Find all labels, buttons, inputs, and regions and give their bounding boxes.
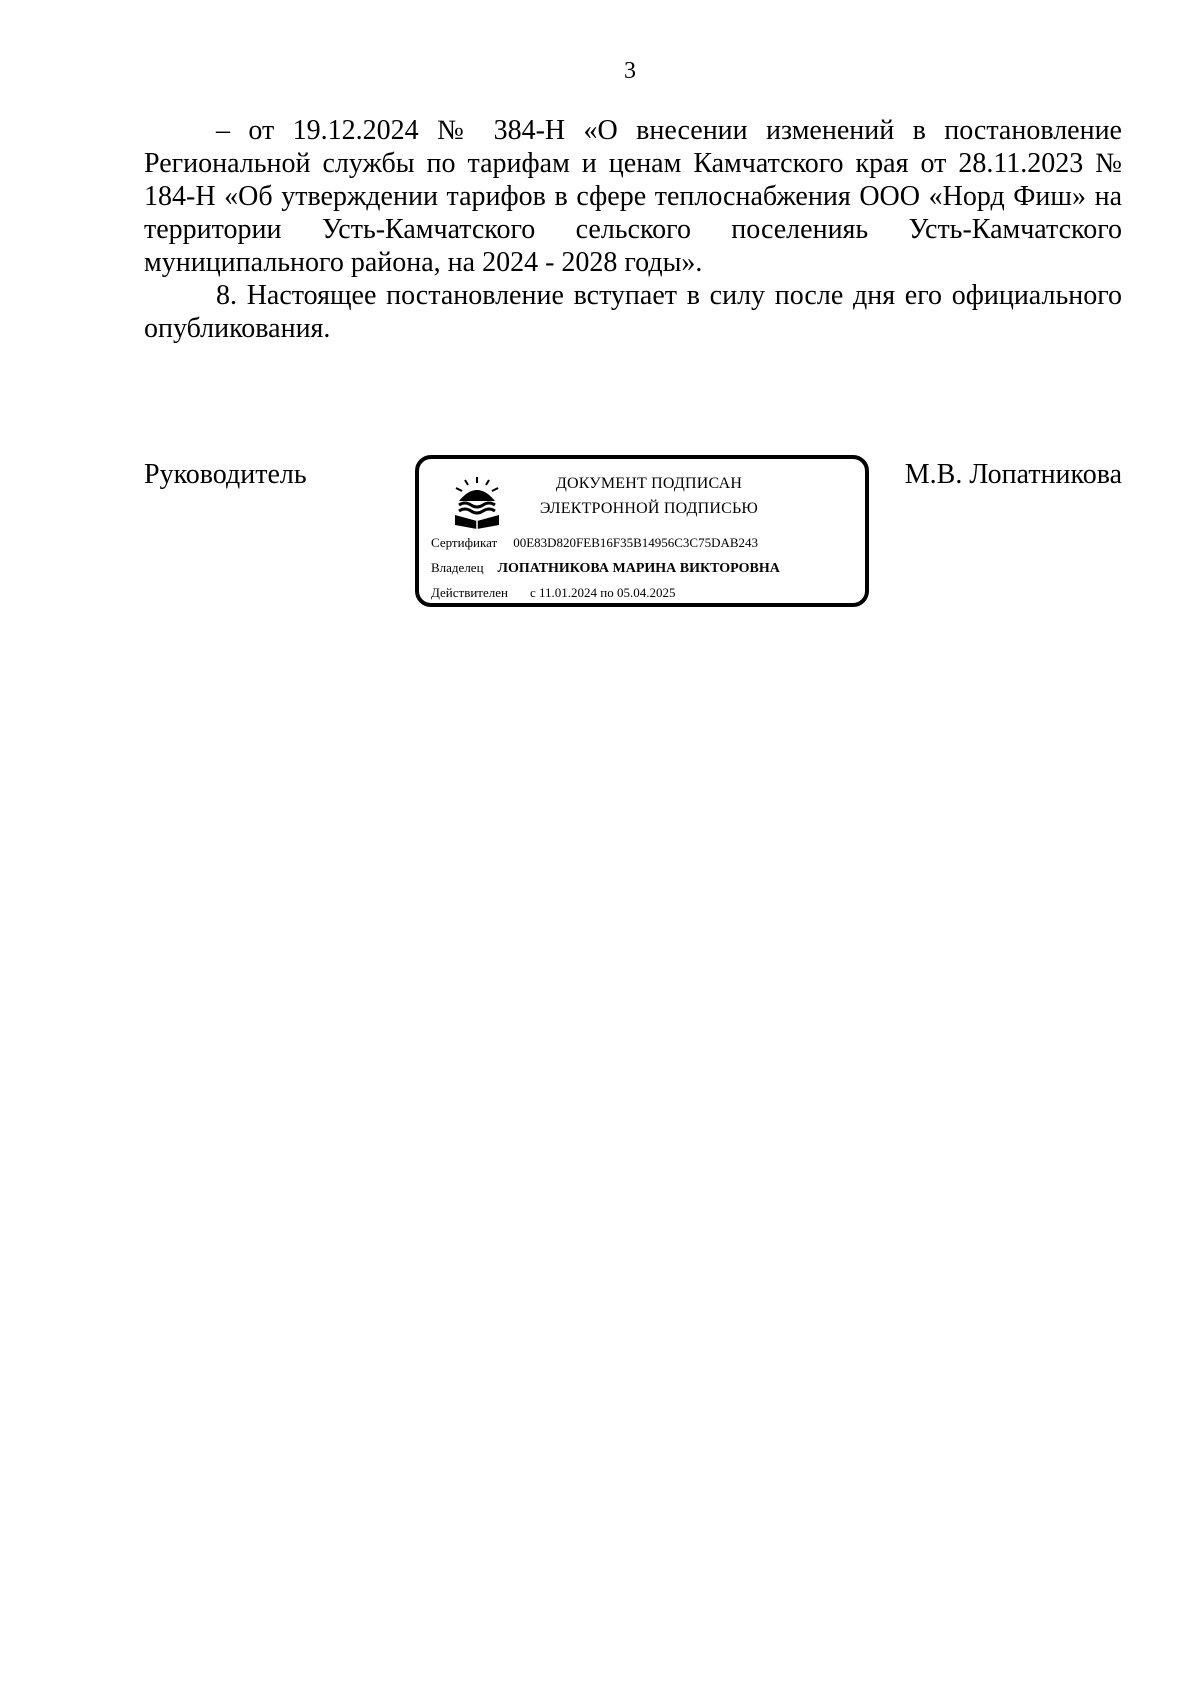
owner-value: ЛОПАТНИКОВА МАРИНА ВИКТОРОВНА [497, 561, 780, 576]
owner-label: Владелец [431, 560, 484, 575]
validity-value: с 11.01.2024 по 05.04.2025 [529, 585, 676, 600]
stamp-owner-row [431, 560, 780, 577]
signatory-name: М.В. Лопатникова [904, 459, 1122, 490]
certificate-label: Сертификат [431, 535, 498, 550]
page-number: 3 [624, 58, 636, 84]
paragraph-effective-date: 8. Настоящее постановление вступает в силу после дня его официального опубликования. [144, 280, 1122, 344]
electronic-signature-stamp [415, 455, 869, 607]
stamp-heading [529, 471, 769, 521]
kamchatka-emblem-icon [451, 475, 503, 529]
stamp-heading-line-1: ДОКУМЕНТ ПОДПИСАН [555, 475, 743, 492]
paragraph-amendment: – от 19.12.2024 № 384-Н «О внесении изменений в постановление Региональной службы по тарифам и ценам Камчатского края от 28.11.2023 № 184-Н «Об утверждении тарифов в сфере теплоснабжения ООО «Норд Фиш» на территории Усть-Камчатского сельского поселенияь Усть-Камчатского муниципального района, на 2024 - 2028 годы». [144, 115, 1122, 278]
stamp-certificate-row [431, 535, 758, 551]
validity-label: Действителен [431, 585, 508, 600]
stamp-validity-row [431, 585, 675, 601]
stamp-heading-line-2: ЭЛЕКТРОННОЙ ПОДПИСЬЮ [539, 500, 759, 517]
certificate-value: 00E83D820FEB16F35B14956C3C75DAB243 [513, 535, 759, 550]
signatory-title: Руководитель [144, 459, 307, 490]
document-body [144, 114, 1122, 345]
